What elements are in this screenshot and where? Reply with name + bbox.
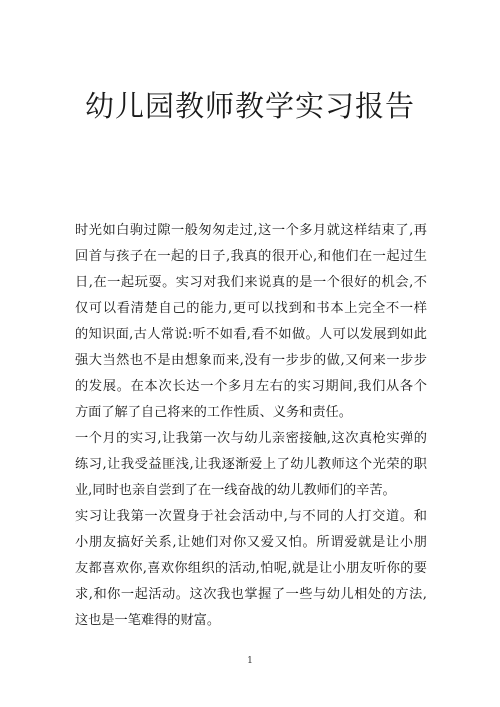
text-line: 小朋友搞好关系,让她们对你又爱又怕。所谓爱就是让小朋 xyxy=(75,535,427,550)
text-line: 日,在一起玩耍。实习对我们来说真的是一个很好的机会,不 xyxy=(75,275,427,290)
text-line: 一个月的实习,让我第一次与幼儿亲密接触,这次真枪实弹的 xyxy=(75,431,427,446)
text-line: 这也是一笔难得的财富。 xyxy=(75,613,221,628)
text-line: 仅可以看清楚自己的能力,更可以找到和书本上完全不一样 xyxy=(75,301,427,316)
text-line: 回首与孩子在一起的日子,我真的很开心,和他们在一起过生 xyxy=(75,249,427,264)
text-line: 实习让我第一次置身于社会活动中,与不同的人打交道。和 xyxy=(75,509,427,524)
text-line: 方面了解了自己将来的工作性质、义务和责任。 xyxy=(75,405,352,420)
text-line: 的发展。在本次长达一个多月左右的实习期间,我们从各个 xyxy=(75,379,427,394)
page-number: 1 xyxy=(247,656,253,666)
text-line: 友都喜欢你,喜欢你组织的活动,怕呢,就是让小朋友听你的要 xyxy=(75,561,427,576)
text-line: 时光如白驹过隙一般匆匆走过,这一个多月就这样结束了,再 xyxy=(75,223,427,238)
body-text xyxy=(75,218,427,634)
text-line: 练习,让我受益匪浅,让我逐渐爱上了幼儿教师这个光荣的职 xyxy=(75,457,427,472)
text-line: 的知识面,古人常说:听不如看,看不如做。人可以发展到如此 xyxy=(75,327,427,342)
document-title: 幼儿园教师教学实习报告 xyxy=(84,89,415,123)
text-line: 业,同时也亲自尝到了在一线奋战的幼儿教师们的辛苦。 xyxy=(75,483,396,498)
text-line: 强大当然也不是由想象而来,没有一步步的做,又何来一步步 xyxy=(75,353,427,368)
text-line: 求,和你一起活动。这次我也掌握了一些与幼儿相处的方法, xyxy=(75,587,427,602)
